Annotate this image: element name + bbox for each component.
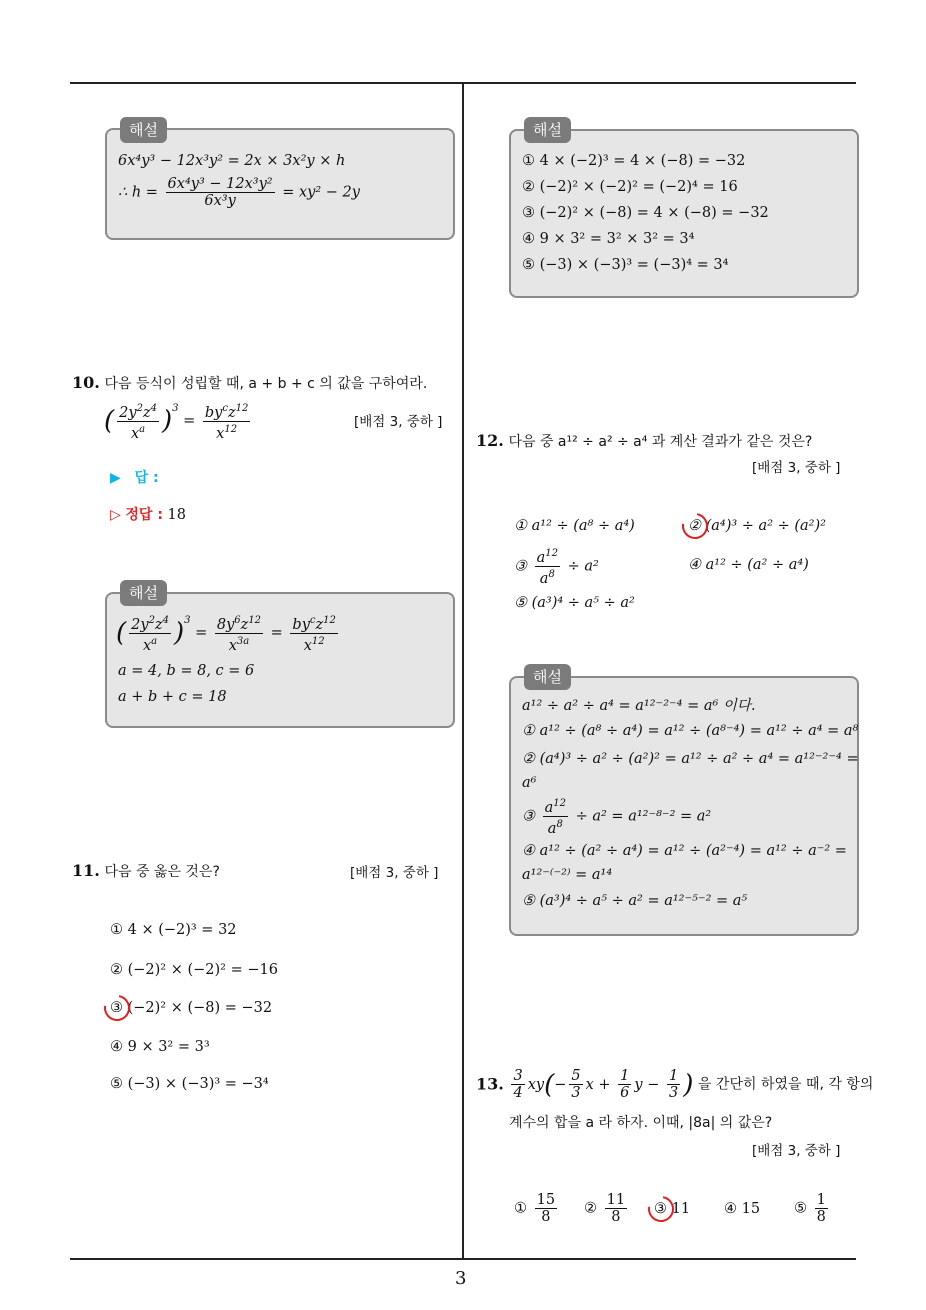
q12-option-4[interactable]: ④ a¹² ÷ (a² ÷ a⁴) bbox=[688, 557, 809, 573]
correct-label: 정답 : bbox=[125, 507, 163, 523]
q11-text: 다음 중 옳은 것은? bbox=[104, 864, 220, 880]
q12-question bbox=[476, 432, 812, 451]
q13-option-5[interactable]: ⑤ $\frac{1}{8}$ bbox=[794, 1192, 826, 1225]
q13-question: 13. $\frac{3}{4}$ xy(− $\frac{5}{3}$ x + $\frac{1}{6}$ y − $\frac{1}{3}$ ) 을 간단히 하였을 때, 각 항의 bbox=[476, 1068, 874, 1101]
q12-solution-line5: ④ a¹² ÷ (a² ÷ a⁴) = a¹² ÷ (a²⁻⁴) = a¹² ÷ a⁻² = bbox=[522, 843, 847, 859]
q12-solution-line1: a¹² ÷ a² ÷ a⁴ = a¹²⁻²⁻⁴ = a⁶ 이다. bbox=[522, 698, 756, 714]
q11-solution-line4: ④ 9 × 3² = 3² × 3² = 3⁴ bbox=[522, 231, 695, 247]
correct-value: 18 bbox=[167, 507, 186, 523]
q10-equation: ( $\frac{2y^2z^4}{x^a}$ )$^3$ = $\frac{by^cz^{12}}{x^{12}}$ bbox=[104, 402, 249, 442]
q12-solution-line5b: a¹²⁻⁽⁻²⁾ = a¹⁴ bbox=[522, 867, 613, 883]
q12-solution-line3: ② (a⁴)³ ÷ a² ÷ (a²)² = a¹² ÷ a² ÷ a⁴ = a¹²⁻²⁻⁴ = bbox=[522, 751, 859, 767]
q11-number: 11. bbox=[72, 861, 100, 880]
q13-option-1[interactable]: ① $\frac{15}{8}$ bbox=[514, 1192, 556, 1225]
solution-tag: 해설 bbox=[524, 664, 571, 690]
q11-option-5[interactable]: ⑤ (−3) × (−3)³ = −3⁴ bbox=[110, 1076, 269, 1092]
q12-number: 12. bbox=[476, 431, 504, 450]
solution-tag: 해설 bbox=[524, 117, 571, 143]
q11-solution-line2: ② (−2)² × (−2)² = (−2)⁴ = 16 bbox=[522, 179, 738, 195]
q13-text-line2: 계수의 합을 a 라 하자. 이때, |8a| 의 값은? bbox=[509, 1115, 773, 1131]
q11-solution-line1: ① 4 × (−2)³ = 4 × (−8) = −32 bbox=[522, 153, 746, 169]
q10-question bbox=[72, 374, 427, 393]
q13-text: 을 간단히 하였을 때, 각 항의 bbox=[697, 1076, 874, 1093]
q11-option-1[interactable]: ① 4 × (−2)³ = 32 bbox=[110, 922, 237, 938]
q12-option-3[interactable]: ③ $\frac{a^{12}}{a^8}$ ÷ a² bbox=[514, 548, 599, 587]
q11-question bbox=[72, 862, 220, 881]
q10-solution-line3: a + b + c = 18 bbox=[118, 689, 227, 705]
solution-tag: 해설 bbox=[120, 580, 167, 606]
q10-solution-line2: a = 4, b = 8, c = 6 bbox=[118, 663, 255, 679]
q11-solution-line3: ③ (−2)² × (−8) = 4 × (−8) = −32 bbox=[522, 205, 769, 221]
q12-text: 다음 중 a¹² ÷ a² ÷ a⁴ 과 계산 결과가 같은 것은? bbox=[508, 434, 813, 450]
q12-points: [배점 3, 중하 ] bbox=[752, 460, 841, 476]
q9-solution-line1: 6x⁴y³ − 12x³y² = 2x × 3x²y × h bbox=[118, 153, 346, 169]
q13-option-2[interactable]: ② $\frac{11}{8}$ bbox=[584, 1192, 626, 1225]
answer-mark-circle bbox=[643, 1191, 679, 1227]
q12-solution-line3b: a⁶ bbox=[522, 775, 537, 791]
q9-solution-line2: ∴ h = $\frac{\text{6x⁴y³ − 12x³y²}}{\text{6x³y}}$ = xy² − 2y bbox=[118, 176, 360, 209]
q10-text: 다음 등식이 성립할 때, a + b + c 의 값을 구하여라. bbox=[104, 376, 428, 392]
page-number: 3 bbox=[455, 1268, 467, 1289]
q11-points: [배점 3, 중하 ] bbox=[350, 865, 439, 881]
q12-option-5[interactable]: ⑤ (a³)⁴ ÷ a⁵ ÷ a² bbox=[514, 595, 635, 611]
q13-number: 13. bbox=[476, 1074, 504, 1094]
play-icon: ▶ bbox=[110, 470, 121, 486]
q10-solution-line1: ( $\frac{2y^2z^4}{x^a}$ )$^3$ = $\frac{8y^6z^{12}}{x^{3a}}$ = $\frac{by^cz^{12}}{x^{12}}$ bbox=[116, 614, 336, 654]
q10-points: [배점 3, 중하 ] bbox=[354, 414, 443, 430]
q13-option-3[interactable]: ③ 11 bbox=[654, 1201, 691, 1217]
q12-solution-line2: ① a¹² ÷ (a⁸ ÷ a⁴) = a¹² ÷ (a⁸⁻⁴) = a¹² ÷ a⁴ = a⁸ bbox=[522, 723, 859, 739]
q12-solution-line6: ⑤ (a³)⁴ ÷ a⁵ ÷ a² = a¹²⁻⁵⁻² = a⁵ bbox=[522, 893, 748, 909]
q11-option-4[interactable]: ④ 9 × 3² = 3³ bbox=[110, 1039, 210, 1055]
q12-option-1[interactable]: ① a¹² ÷ (a⁸ ÷ a⁴) bbox=[514, 518, 635, 534]
q10-number: 10. bbox=[72, 373, 100, 392]
q11-option-3[interactable]: ③ (−2)² × (−8) = −32 bbox=[110, 1000, 273, 1016]
q11-option-2[interactable]: ② (−2)² × (−2)² = −16 bbox=[110, 962, 278, 978]
q12-option-2[interactable]: ② (a⁴)³ ÷ a² ÷ (a²)² bbox=[688, 518, 826, 534]
bottom-rule bbox=[70, 1258, 856, 1260]
q10-correct-row bbox=[110, 506, 186, 524]
q12-solution-line4: ③ $\frac{a^{12}}{a^8}$ ÷ a² = a¹²⁻⁸⁻² = a² bbox=[522, 798, 712, 837]
column-divider bbox=[462, 84, 464, 1260]
triangle-icon: ▷ bbox=[110, 507, 121, 523]
answer-mark-circle bbox=[99, 990, 135, 1026]
q11-solution-line5: ⑤ (−3) × (−3)³ = (−3)⁴ = 3⁴ bbox=[522, 257, 729, 273]
solution-tag: 해설 bbox=[120, 117, 167, 143]
q13-points: [배점 3, 중하 ] bbox=[752, 1143, 841, 1159]
answer-mark-circle bbox=[677, 508, 713, 544]
q10-answer-row bbox=[110, 469, 159, 487]
answer-label: 답 : bbox=[134, 470, 159, 486]
q13-option-4[interactable]: ④ 15 bbox=[724, 1201, 761, 1217]
